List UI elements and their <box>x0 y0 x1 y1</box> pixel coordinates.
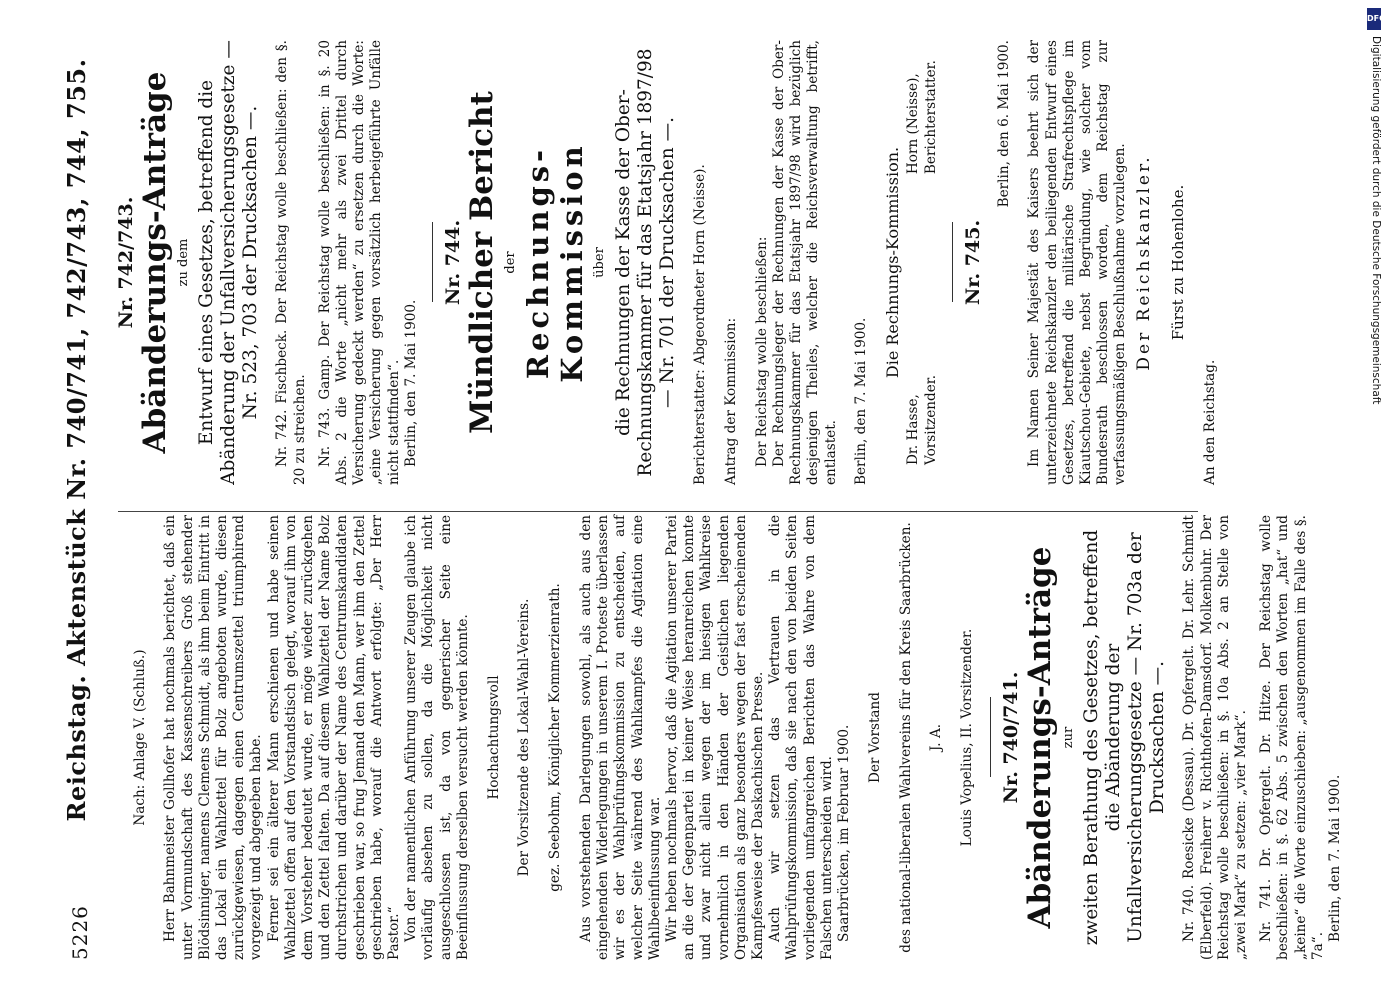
section-connector: zu dem <box>176 238 192 287</box>
column-divider <box>118 511 1198 512</box>
left-column <box>118 515 1344 960</box>
signature-name: Dr. Hasse, <box>905 394 922 465</box>
signature-block <box>905 40 939 485</box>
date-line: Saarbrücken, im Februar 1900. <box>836 724 853 942</box>
bill-title: die Rechnungen der Kasse der Ober-Rechnungskammer für das Etatsjahr 1897/98 — Nr. 701 der Drucksachen —. <box>612 48 678 477</box>
date-line: Berlin, den 7. Mai 1900. <box>853 317 870 485</box>
signatory-name: Fürst zu Hohenlohe. <box>1168 184 1187 341</box>
spacer <box>266 40 274 485</box>
signature-line: Louis Vopelius, II. Vorsitzender. <box>959 628 976 847</box>
section-connector: über <box>592 247 608 278</box>
motion-741: Nr. 741. Dr. Opfergelt. Dr. Hitze. Der Reichstag wolle beschließen: in §. 62 Abs. 5 zwischen den Worten „hat“ und „keine“ die Worte einzuschieben: „ausgenommen im Falle des §. 7a“. <box>1258 515 1326 960</box>
section-title: Mündlicher Bericht <box>464 91 501 434</box>
spacer <box>1173 515 1181 960</box>
credit-text: Digitalisierung gefördert durch die Deutsche Forschungsgemeinschaft <box>1370 36 1382 405</box>
bill-title: zweiten Berathung des Gesetzes, betreffend die Abänderung der Unfallversicherungsgesetze — Nr. 703a der Drucksachen —. <box>1081 529 1169 946</box>
section-rule <box>990 698 991 778</box>
signature-line: J. A. <box>928 723 945 752</box>
section-number: Nr. 740/741. <box>1000 671 1023 804</box>
section-number: Nr. 742/743. <box>115 196 137 329</box>
bill-title: Entwurf eines Gesetzes, betreffend die Abänderung der Unfallversicherungsgesetze — Nr. 523, 703 der Drucksachen —. <box>196 40 262 485</box>
signatory-title: Der Reichskanzler. <box>1133 154 1154 371</box>
commission-name: Die Rechnungs-Kommission. <box>883 146 903 379</box>
signature-role: Vorsitzender. <box>922 374 939 465</box>
paragraph: Ferner sei ein älterer Mann erschienen und habe seinen Wahlzettel offen auf den Vorstandstisch gelegt, worauf ihm von dem Vorsteher bedeutet wurde, er möge wieder zurückgehen und den Zettel falten. Da auf diesem Wahlzettel der Name Bolz durchstrichen und darüber der Name des Centrumskandidaten geschrieben war, so frug Jemand den Mann, wer ihm den Zettel geschrieben habe, worauf die Antwort erfolgte: „Der Herr Pastor.“ <box>265 515 403 960</box>
section-connector: zur <box>1061 726 1077 749</box>
paragraph: Wir heben nochmals hervor, daß die Agitation unserer Partei an die der Gegenpartei in keiner Weise heranreichen konnte und zwar nicht allein wegen der im hiesigen Wahlkreise vornehmlich in den Händen der Geistlichen liegenden Organisation als ganz besonders wegen der fast erscheinenden Kampfesweise der Daskachischen Presse. <box>664 515 767 960</box>
spacer <box>1250 515 1258 960</box>
rapporteur-line: Berichterstatter: Abgeordneter Horn (Neisse). <box>692 164 709 485</box>
digitization-credit <box>1370 36 1384 986</box>
paragraph: Herr Bahnmeister Gollhofer hat nochmals berichtet, daß ein unter Vormundschaft des Kassenschreibers Groß stehender Blödsinniger, namens Clemens Schmidt, als ihm beim Eintritt in das Lokal ein Wahlzettel für Bolz angeboten wurde, diesen zurückgewiesen, dagegen einen Centrumszettel triumphirend vorgezeigt und abgegeben habe. <box>162 515 265 960</box>
spacer <box>309 40 317 485</box>
page-number: 5226 <box>68 905 92 960</box>
section-title: Abänderungs-Anträge <box>1022 546 1059 929</box>
signature-role: Berichterstatter. <box>922 60 939 175</box>
date-line: Berlin, den 7. Mai 1900. <box>1327 774 1344 942</box>
date-line: Berlin, den 7. Mai 1900. <box>402 299 419 467</box>
annex-heading: Nach: Anlage V. (Schluß.) <box>131 649 148 826</box>
right-column <box>115 40 1233 485</box>
motion-740: Nr. 740. Roesicke (Dessau). Dr. Opfergelt. Dr. Lehr. Schmidt (Elberfeld). Freiherr v. Richthofen-Damsdorf. Molkenbuhr. Der Reichstag wolle beschließen: in §. 10a Abs. 2 an Stelle von „zwei Mark“ zu setzen: „vier Mark“. <box>1181 515 1250 960</box>
section-rule <box>952 223 953 303</box>
section-number: Nr. 745. <box>961 219 984 306</box>
paragraph: Im Namen Seiner Majestät des Kaisers beehrt sich der unterzeichnete Reichskanzler den beiliegenden Entwurf eines Gesetzes, betreffend die militärische Strafrechtspflege im Kiautschou-Gebiete, nebst Begründung, wie solcher vom Bundesrath beschlossen worden, dem Reichstag zur verfassungsmäßigen Beschlußnahme vorzulegen. <box>1026 40 1129 485</box>
running-header <box>60 40 100 960</box>
signature-line: gez. Seebohm, Königlicher Kommerzienrath. <box>547 583 564 892</box>
signature-line: Der Vorsitzende des Lokal-Wahl-Vereins. <box>516 598 533 877</box>
closing: Hochachtungsvoll <box>485 675 502 800</box>
addressee: An den Reichstag. <box>1202 359 1219 485</box>
paragraph: Der Rechnungsleger der Rechnungen der Kasse der Ober-Rechnungskammer für das Etatsjahr 1897/98 wird bezüglich desjenigen Theiles, welcher die Reichsverwaltung betrifft, entlastet. <box>771 40 839 485</box>
page-header-title: Reichstag. Aktenstück Nr. 740/741, 742/743, 744, 755. <box>62 58 91 822</box>
section-number: Nr. 744. <box>442 219 465 306</box>
signature-name: Horn (Neisse), <box>905 73 922 175</box>
date-line: Berlin, den 6. Mai 1900. <box>995 40 1012 208</box>
section-rule <box>432 223 433 303</box>
section-connector: der <box>503 251 519 274</box>
signature-line: Der Vorstand <box>866 692 883 784</box>
commission-title: Rechnungs-Kommission <box>521 142 590 383</box>
section-title: Abänderungs-Anträge <box>137 71 174 454</box>
paragraph: Von der namentlichen Anführung unserer Zeugen glaube ich vorläufig absehen zu sollen, da die Möglichkeit nicht ausgeschlossen ist, da von gegnerischer Seite eine Beeinflussung derselben versucht werden könnte. <box>403 515 471 960</box>
paragraph: Aus vorstehenden Darlegungen sowohl, als auch aus den eingehenden Widerlegungen in unserem I. Proteste überlassen wir es der Wahlprüfungskommission zu entscheiden, auf welcher Seite während des Wahlkampfes die Agitation eine Wahlbeeinflussung war. <box>578 515 663 960</box>
signature-rapporteur <box>905 60 939 174</box>
signature-line: des national-liberalen Wahlvereins für den Kreis Saarbrücken. <box>897 522 914 953</box>
motion-742: Nr. 742. Fischbeck. Der Reichstag wolle beschließen: den §. 20 zu streichen. <box>274 40 308 485</box>
paragraph: Auch wir setzen das Vertrauen in die Wahlprüfungskommission, daß sie nach den von beiden Seiten vorliegenden umfangreichen Berichten das Wahre von dem Falschen unterscheiden wird. <box>767 515 835 960</box>
motion-label: Antrag der Kommission: <box>723 317 740 485</box>
motion-743: Nr. 743. Gamp. Der Reichstag wolle beschließen: in §. 20 Abs. 2 die Worte „nicht mehr als zwei Drittel durch Versicherung gedeckt werden“ zu ersetzen durch die Worte: „eine Versicherung gegen vorsätzlich herbeigeführte Unfälle nicht stattfinden“. <box>316 40 402 485</box>
dfg-logo: DFG <box>1367 8 1381 30</box>
signature-chair <box>905 375 939 465</box>
paragraph: Der Reichstag wolle beschließen: <box>753 236 770 467</box>
